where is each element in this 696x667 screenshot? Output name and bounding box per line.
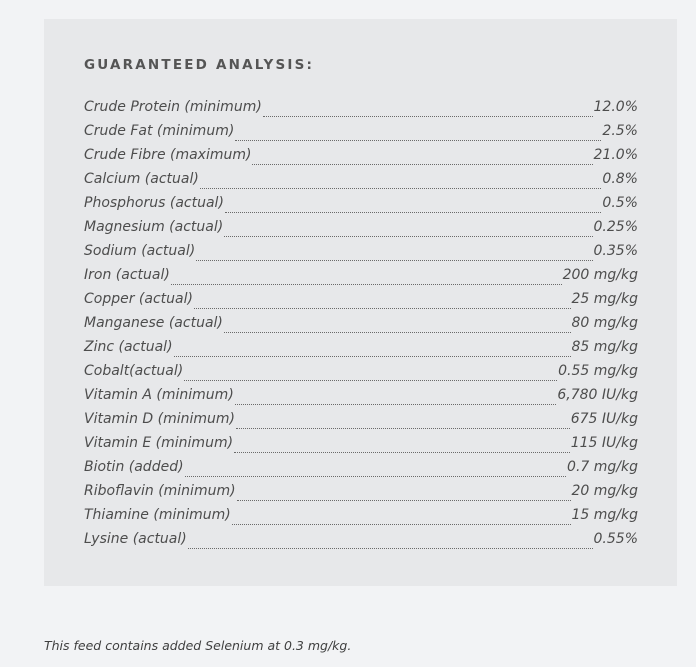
dot-leader <box>236 427 570 429</box>
nutrient-value: 15 mg/kg <box>571 507 638 523</box>
nutrient-name: Manganese (actual) <box>84 315 223 331</box>
list-item <box>84 531 638 555</box>
nutrient-value: 80 mg/kg <box>571 315 638 331</box>
nutrient-name: Iron (actual) <box>84 267 170 283</box>
dot-leader <box>200 187 602 189</box>
nutrient-name: Riboflavin (minimum) <box>84 483 236 499</box>
list-item <box>84 171 638 195</box>
nutrient-name: Vitamin D (minimum) <box>84 411 235 427</box>
nutrient-value: 12.0% <box>593 99 638 115</box>
nutrient-value: 675 IU/kg <box>570 411 638 427</box>
dot-leader <box>252 163 592 165</box>
nutrient-value: 0.8% <box>602 171 638 187</box>
nutrient-name: Copper (actual) <box>84 291 193 307</box>
dot-leader <box>235 139 601 141</box>
nutrient-value: 2.5% <box>602 123 638 139</box>
analysis-list <box>84 99 638 555</box>
nutrient-value: 85 mg/kg <box>571 339 638 355</box>
nutrient-value: 0.35% <box>593 243 638 259</box>
list-item <box>84 459 638 483</box>
nutrient-name: Zinc (actual) <box>84 339 173 355</box>
nutrient-value: 200 mg/kg <box>562 267 638 283</box>
nutrient-name: Lysine (actual) <box>84 531 187 547</box>
dot-leader <box>263 115 593 117</box>
list-item <box>84 483 638 507</box>
dot-leader <box>237 499 571 501</box>
nutrient-value: 115 IU/kg <box>570 435 638 451</box>
nutrient-name: Calcium (actual) <box>84 171 199 187</box>
list-item <box>84 195 638 219</box>
nutrient-name: Thiamine (minimum) <box>84 507 231 523</box>
nutrient-name: Crude Fat (minimum) <box>84 123 235 139</box>
dot-leader <box>184 379 557 381</box>
dot-leader <box>196 259 592 261</box>
dot-leader <box>235 403 557 405</box>
list-item <box>84 411 638 435</box>
nutrient-name: Cobalt(actual) <box>84 363 184 379</box>
nutrient-value: 0.55 mg/kg <box>558 363 638 379</box>
list-item <box>84 147 638 171</box>
dot-leader <box>188 547 593 549</box>
list-item <box>84 267 638 291</box>
list-item <box>84 315 638 339</box>
section-heading: GUARANTEED ANALYSIS: <box>84 57 315 73</box>
dot-leader <box>225 211 602 213</box>
selenium-footnote: This feed contains added Selenium at 0.3 mg/kg. <box>44 638 352 653</box>
list-item <box>84 99 638 123</box>
dot-leader <box>185 475 567 477</box>
nutrient-name: Magnesium (actual) <box>84 219 224 235</box>
nutrient-value: 20 mg/kg <box>571 483 638 499</box>
nutrient-value: 25 mg/kg <box>571 291 638 307</box>
dot-leader <box>224 331 571 333</box>
nutrient-name: Crude Fibre (maximum) <box>84 147 252 163</box>
list-item <box>84 123 638 147</box>
nutrient-value: 6,780 IU/kg <box>557 387 638 403</box>
list-item <box>84 363 638 387</box>
dot-leader <box>234 451 570 453</box>
nutrient-value: 0.5% <box>602 195 638 211</box>
nutrient-value: 0.25% <box>593 219 638 235</box>
nutrient-value: 0.7 mg/kg <box>567 459 638 475</box>
nutrient-value: 21.0% <box>593 147 638 163</box>
list-item <box>84 291 638 315</box>
list-item <box>84 219 638 243</box>
list-item <box>84 243 638 267</box>
list-item <box>84 507 638 531</box>
dot-leader <box>171 283 562 285</box>
list-item <box>84 387 638 411</box>
dot-leader <box>224 235 592 237</box>
dot-leader <box>174 355 571 357</box>
guaranteed-analysis-panel <box>44 19 677 586</box>
list-item <box>84 435 638 459</box>
dot-leader <box>232 523 571 525</box>
nutrient-name: Phosphorus (actual) <box>84 195 224 211</box>
nutrient-name: Biotin (added) <box>84 459 184 475</box>
nutrient-name: Vitamin A (minimum) <box>84 387 234 403</box>
dot-leader <box>194 307 571 309</box>
nutrient-value: 0.55% <box>593 531 638 547</box>
nutrient-name: Sodium (actual) <box>84 243 196 259</box>
nutrient-name: Crude Protein (minimum) <box>84 99 262 115</box>
nutrient-name: Vitamin E (minimum) <box>84 435 234 451</box>
list-item <box>84 339 638 363</box>
